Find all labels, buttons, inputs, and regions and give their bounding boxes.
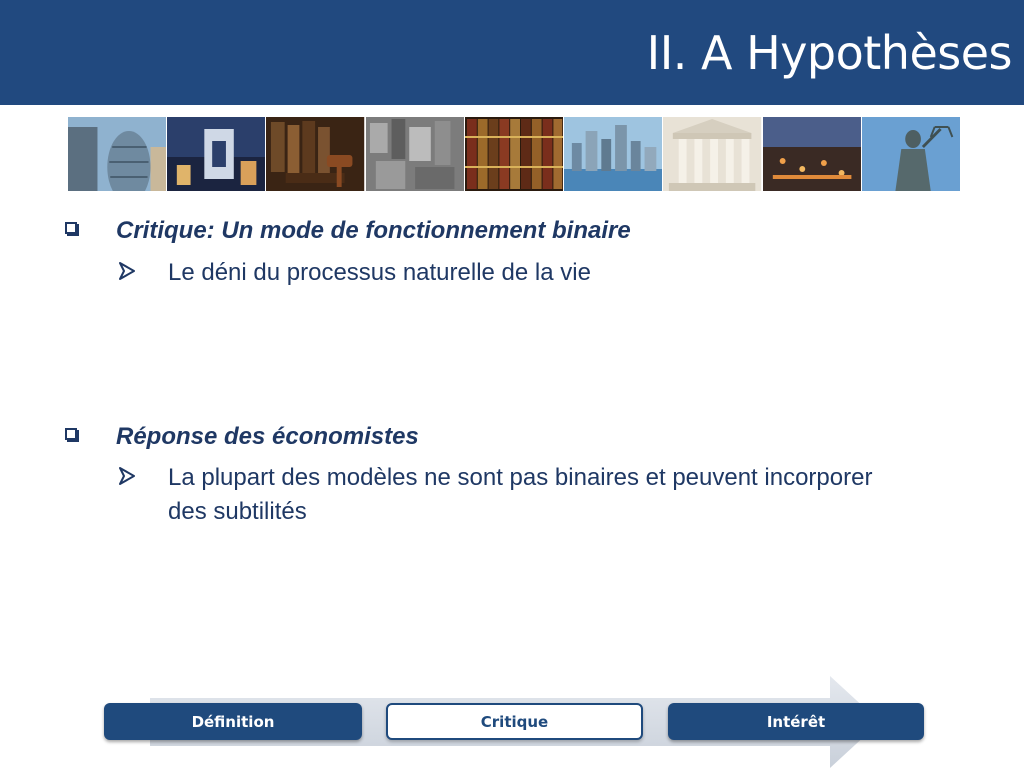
sub-point-row	[116, 461, 888, 529]
sub-point-text: La plupart des modèles ne sont pas binaires et peuvent incorporer des subtilités	[168, 464, 873, 525]
slide-title: II. A Hypothèses	[646, 26, 1012, 80]
nav-step-critique[interactable]: Critique	[386, 703, 643, 740]
sub-point-text: Le déni du processus naturelle de la vie	[168, 259, 591, 286]
city-night-icon	[167, 117, 266, 191]
title-bar	[0, 0, 1024, 105]
skyscraper-icon	[68, 117, 167, 191]
checkbox-bullet-icon	[65, 222, 77, 234]
image-banner	[68, 117, 960, 191]
courthouse-columns-icon	[663, 117, 762, 191]
arrow-bullet-icon	[116, 465, 138, 487]
section-heading: Critique: Un mode de fonctionnement binaire	[116, 217, 631, 244]
nav-step-interet[interactable]: Intérêt	[668, 703, 924, 740]
skyline-icon	[564, 117, 663, 191]
justice-statue-icon	[862, 117, 960, 191]
sub-point-row	[116, 256, 591, 290]
gavel-icon	[266, 117, 365, 191]
arrow-bullet-icon	[116, 260, 138, 282]
process-navigation	[100, 676, 930, 768]
section-heading-row	[65, 422, 419, 452]
checkbox-bullet-icon	[65, 428, 77, 440]
nav-step-definition[interactable]: Définition	[104, 703, 362, 740]
aerial-city-icon	[366, 117, 465, 191]
city-dusk-icon	[763, 117, 862, 191]
law-books-icon	[465, 117, 564, 191]
section-heading-row	[65, 216, 631, 246]
section-heading: Réponse des économistes	[116, 423, 419, 450]
